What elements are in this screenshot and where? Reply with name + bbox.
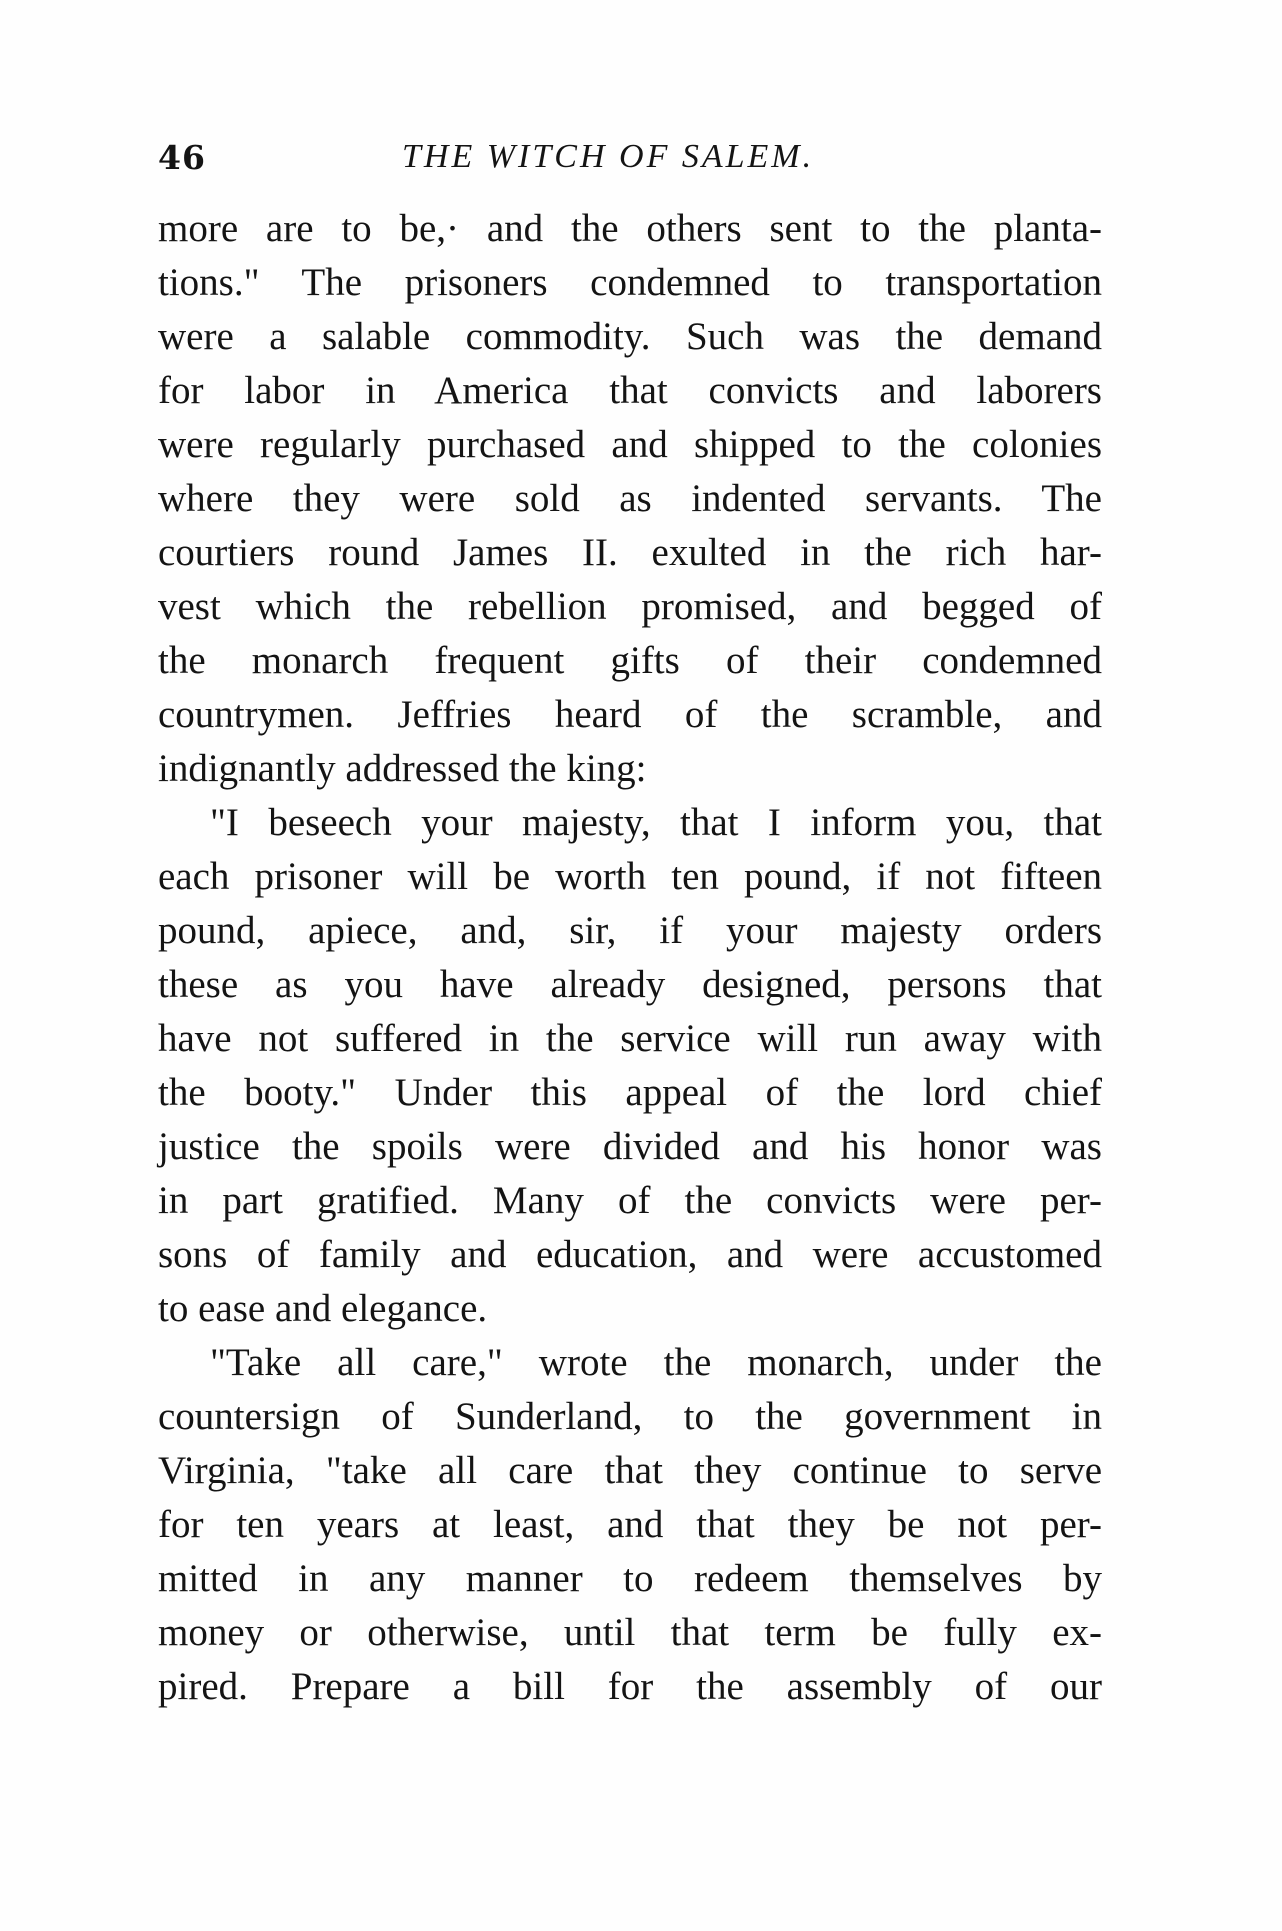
text-line: tions." The prisoners condemned to transportation xyxy=(158,261,1102,304)
page-number: 46 xyxy=(158,138,206,177)
text-line: "Take all care," wrote the monarch, under the xyxy=(210,1341,1102,1384)
text-line: "I beseech your majesty, that I inform you, that xyxy=(210,801,1102,844)
text-line: pired. Prepare a bill for the assembly of our xyxy=(158,1665,1102,1708)
text-line: have not suffered in the service will run away with xyxy=(158,1017,1102,1060)
text-line: justice the spoils were divided and his honor was xyxy=(158,1125,1102,1168)
body-text xyxy=(158,202,1102,1714)
text-line: mitted in any manner to redeem themselves by xyxy=(158,1557,1102,1600)
text-line: to ease and elegance. xyxy=(158,1287,488,1330)
text-line: where they were sold as indented servants. The xyxy=(158,477,1102,520)
text-line: sons of family and education, and were accustomed xyxy=(158,1233,1102,1276)
text-line: money or otherwise, until that term be fully ex- xyxy=(158,1611,1102,1654)
text-line: countrymen. Jeffries heard of the scramble, and xyxy=(158,693,1102,736)
text-line: Virginia, "take all care that they continue to serve xyxy=(158,1449,1102,1492)
text-line: were a salable commodity. Such was the demand xyxy=(158,315,1102,358)
text-line: the booty." Under this appeal of the lord chief xyxy=(158,1071,1102,1114)
text-line: more are to be,· and the others sent to the planta- xyxy=(158,207,1102,250)
text-line: each prisoner will be worth ten pound, if not fifteen xyxy=(158,855,1102,898)
text-line: for ten years at least, and that they be not per- xyxy=(158,1503,1102,1546)
book-title: THE WITCH OF SALEM. xyxy=(402,138,815,175)
text-line: pound, apiece, and, sir, if your majesty orders xyxy=(158,909,1102,952)
text-line: courtiers round James II. exulted in the rich har- xyxy=(158,531,1102,574)
text-line: indignantly addressed the king: xyxy=(158,747,647,790)
text-line: were regularly purchased and shipped to the colonies xyxy=(158,423,1102,466)
text-line: countersign of Sunderland, to the government in xyxy=(158,1395,1102,1438)
text-line: for labor in America that convicts and laborers xyxy=(158,369,1102,412)
text-line: in part gratified. Many of the convicts were per- xyxy=(158,1179,1102,1222)
running-head xyxy=(158,138,1108,188)
text-line: vest which the rebellion promised, and begged of xyxy=(158,585,1102,628)
text-line: the monarch frequent gifts of their condemned xyxy=(158,639,1102,682)
text-line: these as you have already designed, persons that xyxy=(158,963,1102,1006)
